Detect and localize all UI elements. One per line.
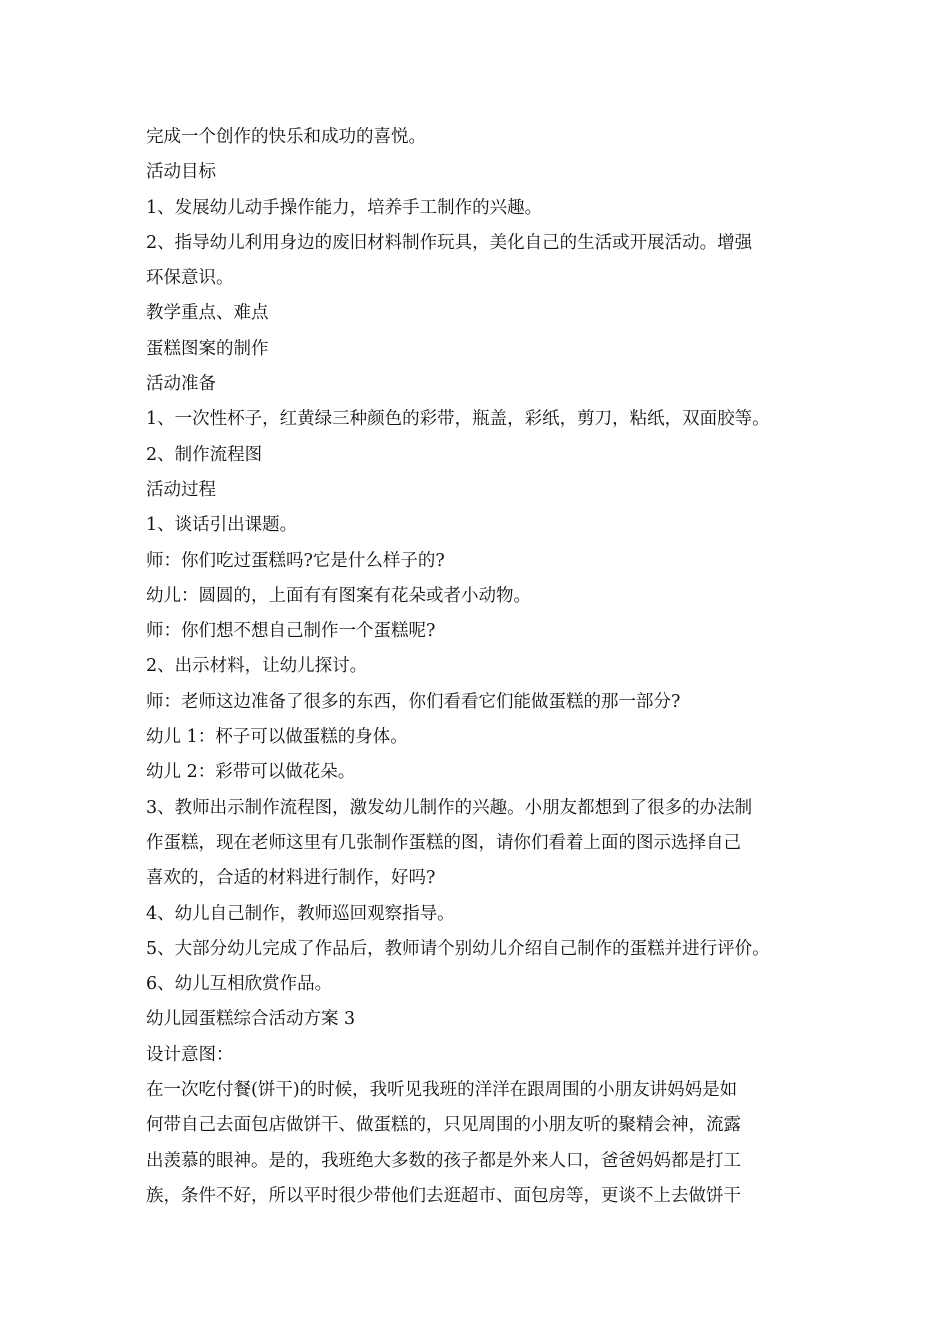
text-line: 环保意识。 <box>146 268 234 289</box>
text-line: 2、制作流程图 <box>146 444 263 465</box>
text-line: 师：老师这边准备了很多的东西，你们看看它们能做蛋糕的那一部分? <box>146 691 681 712</box>
text-line: 在一次吃付餐(饼干)的时候，我听见我班的洋洋在跟周围的小朋友讲妈妈是如 <box>146 1080 738 1101</box>
text-line: 幼儿 1：杯子可以做蛋糕的身体。 <box>146 727 408 748</box>
section-heading-activity-goals: 活动目标 <box>146 162 216 183</box>
text-line: 5、大部分幼儿完成了作品后，教师请个别幼儿介绍自己制作的蛋糕并进行评价。 <box>146 938 770 959</box>
text-line: 师：你们吃过蛋糕吗?它是什么样子的? <box>146 550 445 571</box>
text-line: 3、教师出示制作流程图，激发幼儿制作的兴趣。小朋友都想到了很多的办法制 <box>146 797 753 818</box>
section-heading-preparation: 活动准备 <box>146 374 216 395</box>
text-line: 族，条件不好，所以平时很少带他们去逛超市、面包房等，更谈不上去做饼干 <box>146 1185 741 1206</box>
text-line: 2、指导幼儿利用身边的废旧材料制作玩具，美化自己的生活或开展活动。增强 <box>146 232 753 253</box>
text-line: 1、发展幼儿动手操作能力，培养手工制作的兴趣。 <box>146 197 543 218</box>
text-line: 蛋糕图案的制作 <box>146 338 269 359</box>
section-heading-design-intent: 设计意图： <box>146 1044 234 1065</box>
document-body <box>146 120 822 1214</box>
text-line: 喜欢的，合适的材料进行制作，好吗? <box>146 868 436 889</box>
text-line: 作蛋糕，现在老师这里有几张制作蛋糕的图，请你们看着上面的图示选择自己 <box>146 832 741 853</box>
section-title-plan-3: 幼儿园蛋糕综合活动方案 3 <box>146 1009 356 1030</box>
text-line: 幼儿 2：彩带可以做花朵。 <box>146 762 356 783</box>
text-line: 出羡慕的眼神。是的，我班绝大多数的孩子都是外来人口，爸爸妈妈都是打工 <box>146 1150 741 1171</box>
text-line: 1、谈话引出课题。 <box>146 515 298 536</box>
text-line: 2、出示材料，让幼儿探讨。 <box>146 656 368 677</box>
text-line: 1、一次性杯子，红黄绿三种颜色的彩带，瓶盖，彩纸，剪刀，粘纸，双面胶等。 <box>146 409 770 430</box>
text-line: 完成一个创作的快乐和成功的喜悦。 <box>146 127 426 147</box>
section-heading-key-points: 教学重点、难点 <box>146 303 269 324</box>
text-line: 师：你们想不想自己制作一个蛋糕呢? <box>146 621 436 642</box>
text-line: 何带自己去面包店做饼干、做蛋糕的，只见周围的小朋友听的聚精会神，流露 <box>146 1115 741 1136</box>
section-heading-process: 活动过程 <box>146 479 216 500</box>
text-line: 4、幼儿自己制作，教师巡回观察指导。 <box>146 903 455 924</box>
text-line: 6、幼儿互相欣赏作品。 <box>146 974 333 995</box>
text-line: 幼儿：圆圆的，上面有有图案有花朵或者小动物。 <box>146 585 531 606</box>
